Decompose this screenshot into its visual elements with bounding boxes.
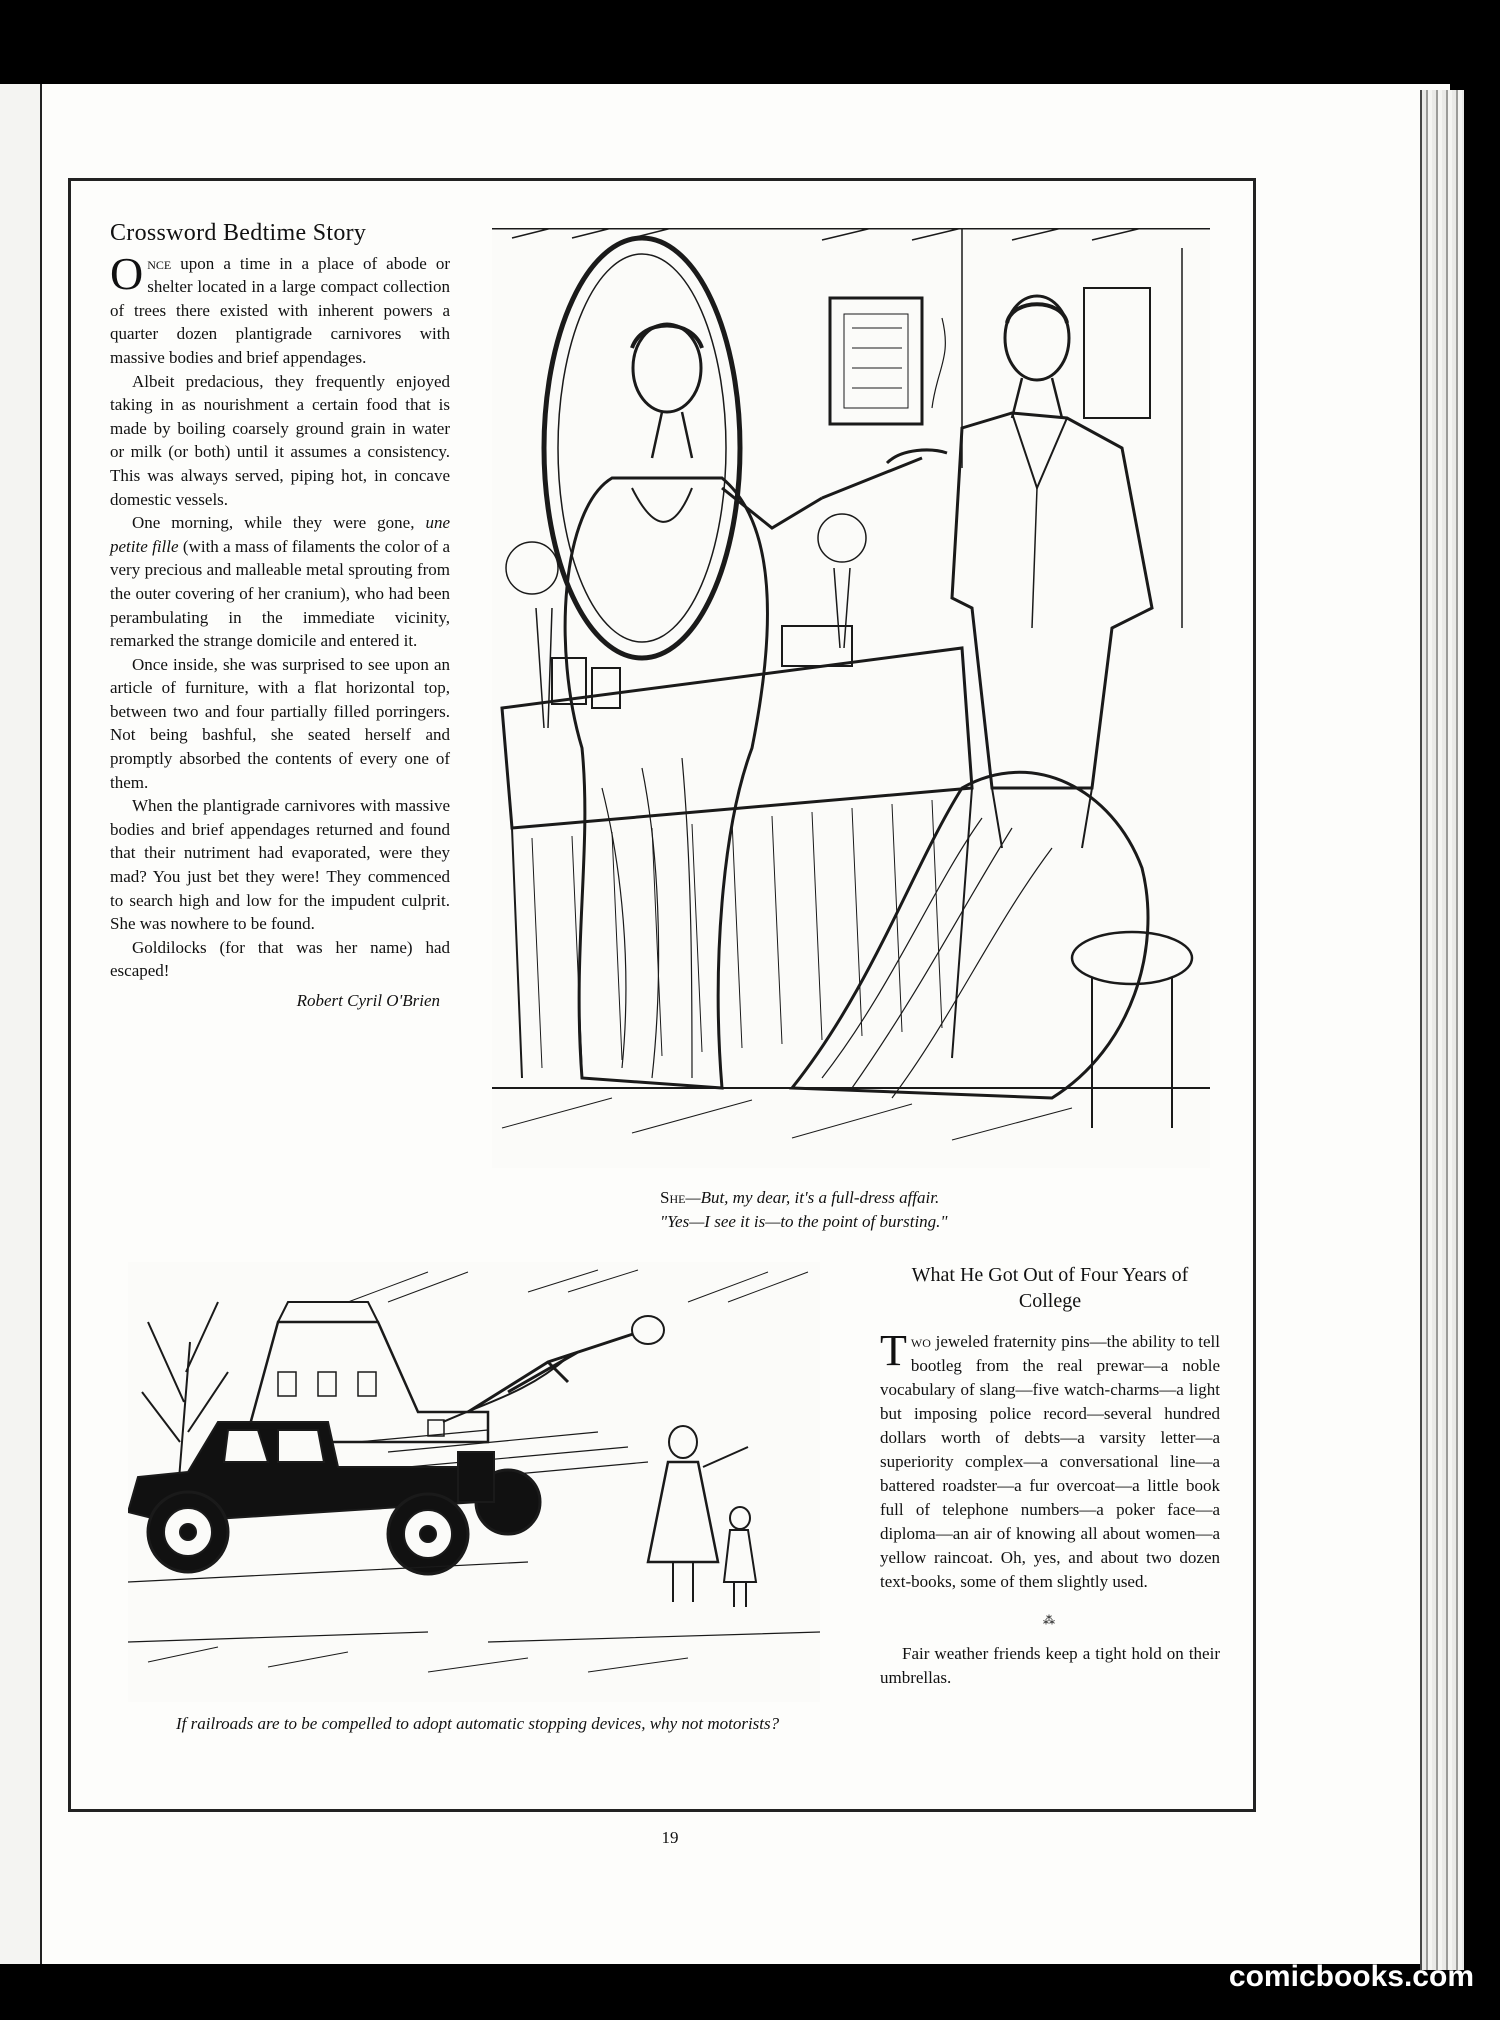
- story-paragraph-3: One morning, while they were gone, une petite fille (with a mass of filaments the color of a very precious and malleable metal sprouting from the outer covering of her cranium), who had been perambulating in the immediate vicinity, remarked the strange domicile and entered it.: [110, 513, 450, 651]
- college-drop-cap: T: [880, 1326, 907, 1375]
- story-paragraph-5: When the plantigrade carnivores with massive bodies and brief appendages returned and found that their nutriment had evaporated, were they mad? You just bet they were! They commenced to search high and low for the impudent culprit. She was nowhere to be found.: [110, 796, 450, 934]
- story-drop-cap: O: [110, 247, 144, 299]
- page-number: 19: [661, 1828, 679, 1847]
- facing-page-edge: [0, 84, 43, 1964]
- story-paragraph-2: Albeit predacious, they frequently enjoyed taking in as nourishment a certain food that is made by boiling coarsely ground grain in water or milk (or both) until it assumes a consistency. This was always served, piping hot, in concave domestic vessels.: [110, 371, 450, 509]
- story-paragraph-6: Goldilocks (for that was her name) had escaped!: [110, 937, 450, 981]
- crossword-bedtime-story: [110, 222, 450, 1013]
- college-title: What He Got Out of Four Years of College: [911, 1264, 1189, 1312]
- college-body: Two jeweled fraternity pins—the ability to tell bootleg from the real prewar—a noble vocabulary of slang—five watch-charms—a light but imposing police record—several hundred dollars worth of debts—a varsity letter—a superiority complex—a conversational line—a battered roadster—a fur overcoat—a little book full of telephone numbers—a poker face—a diploma—an air of knowing all about women—a yellow raincoat. Oh, yes, and about two dozen text-books, some of them slightly used.: [880, 1326, 1220, 1591]
- college-article: [880, 1262, 1220, 1690]
- site-watermark: comicbooks.com: [1228, 1960, 1474, 1993]
- story-byline: Robert Cyril O'Brien: [296, 991, 440, 1010]
- story-paragraph-4: Once inside, she was surprised to see upon an article of furniture, with a flat horizontal top, between two and four partially filled porringers. Not being bashful, she seated herself and promptly absorbed the contents of every one of them.: [110, 654, 450, 792]
- story-first-word: nce: [147, 253, 172, 273]
- caption-line-1: She—But, my dear, it's a full-dress affair.: [660, 1188, 940, 1207]
- cartoon-full-dress-caption: [660, 1186, 1220, 1234]
- book-page-edges: [1420, 90, 1464, 1970]
- story-title: Crossword Bedtime Story: [110, 220, 367, 246]
- cartoon-full-dress-illustration: [492, 228, 1210, 1168]
- cartoon-motorist-illustration: [128, 1262, 820, 1702]
- story-paragraph-1: Once upon a time in a place of abode or shelter located in a large compact collection of trees there existed with inherent powers a quarter dozen plantigrade carnivores with massive bodies and brief appendages.: [110, 247, 450, 367]
- caption-line-2: "Yes—I see it is—to the point of bursting.": [660, 1212, 948, 1231]
- fair-weather-quip: Fair weather friends keep a tight hold on their umbrellas.: [880, 1644, 1220, 1687]
- cartoon-motorist-caption: If railroads are to be compelled to adopt automatic stopping devices, why not motorists?: [176, 1714, 780, 1733]
- separator-asterism: ⁂: [1043, 1613, 1057, 1627]
